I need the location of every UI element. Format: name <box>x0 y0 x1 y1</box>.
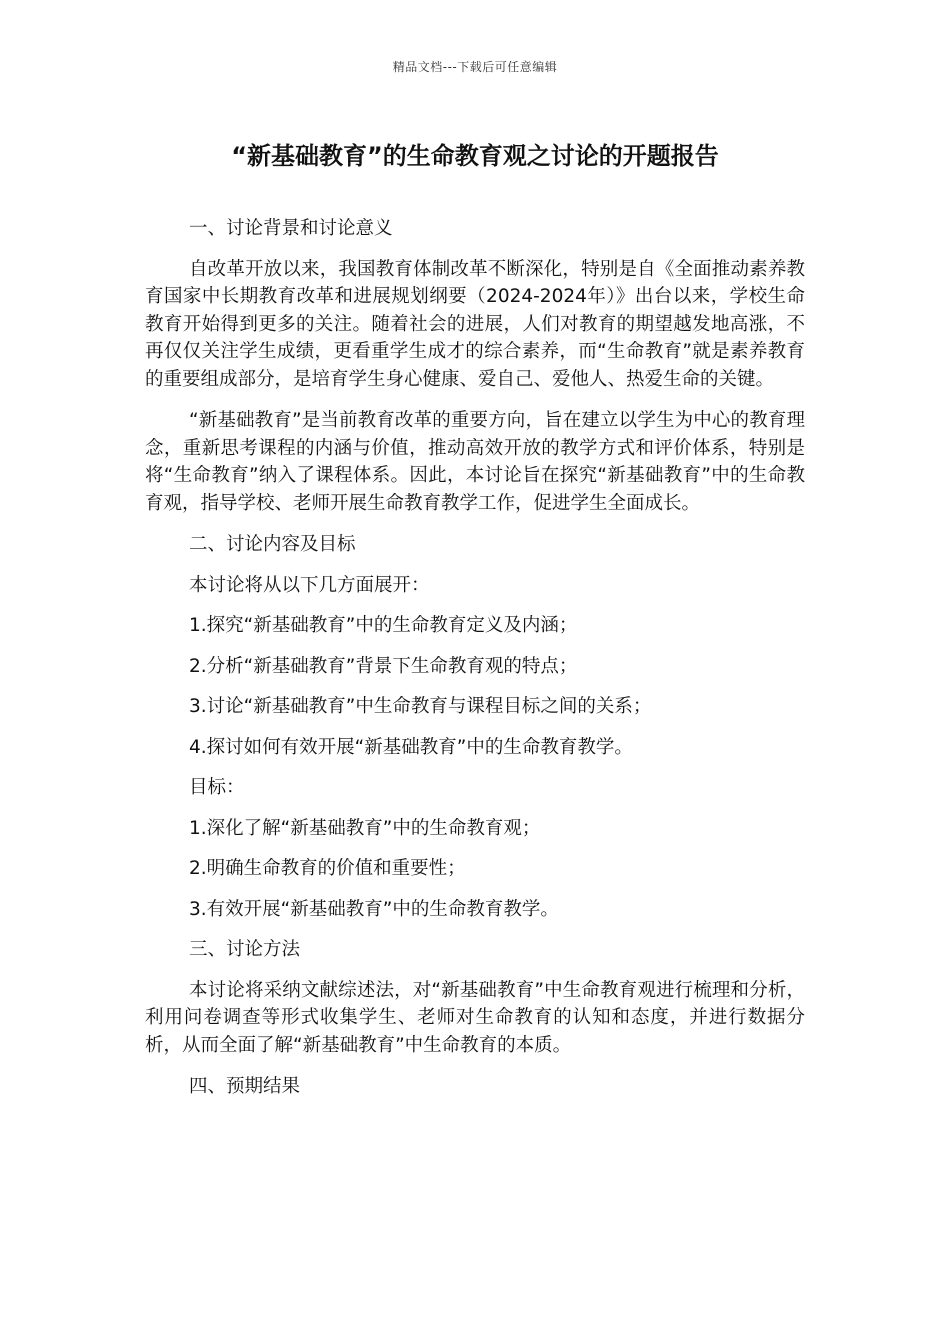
goal-item: 3.有效开展“新基础教育”中的生命教育教学。 <box>189 898 559 920</box>
section-heading-2: 二、讨论内容及目标 <box>189 534 356 555</box>
document-body <box>145 215 805 1114</box>
paragraph-significance: “新基础教育”是当前教育改革的重要方向，旨在建立以学生为中心的教育理念，重新思考课程的内涵与价值，推动高效开放的教学方式和评价体系，特别是将“生命教育”纳入了课程体系。因此，本讨论旨在探究“新基础教育”中的生命教育观，指导学校、老师开展生命教育教学工作，促进学生全面成长。 <box>145 410 805 514</box>
header-note: 精品文档---下载后可任意编辑 <box>392 60 558 74</box>
document-title: “新基础教育”的生命教育观之讨论的开题报告 <box>231 142 719 170</box>
content-item: 1.探究“新基础教育”中的生命教育定义及内涵； <box>189 615 578 636</box>
section-heading-4: 四、预期结果 <box>189 1076 301 1097</box>
paragraph-method: 本讨论将采纳文献综述法，对“新基础教育”中生命教育观进行梳理和分析，利用问卷调查等形式收集学生、老师对生命教育的认知和态度，并进行数据分析，从而全面了解“新基础教育”中生命教育的本质。 <box>145 979 805 1056</box>
content-item: 4.探讨如何有效开展“新基础教育”中的生命教育教学。 <box>189 736 633 758</box>
content-item: 3.讨论“新基础教育”中生命教育与课程目标之间的关系； <box>189 696 652 717</box>
content-item: 2.分析“新基础教育”背景下生命教育观的特点； <box>189 655 578 677</box>
goal-item: 1.深化了解“新基础教育”中的生命教育观； <box>189 817 541 839</box>
goal-label: 目标： <box>189 777 245 798</box>
content-intro: 本讨论将从以下几方面展开： <box>189 574 430 596</box>
goal-item: 2.明确生命教育的价值和重要性； <box>189 858 466 879</box>
section-heading-3: 三、讨论方法 <box>189 939 301 960</box>
paragraph-background: 自改革开放以来，我国教育体制改革不断深化，特别是自《全面推动素养教育国家中长期教育改革和进展规划纲要（2024-2024年）》出台以来，学校生命教育开始得到更多的关注。随着社会的进展，人们对教育的期望越发地高涨，不再仅仅关注学生成绩，更看重学生成才的综合素养，而“生命教育”就是素养教育的重要组成部分，是培育学生身心健康、爱自己、爱他人、热爱生命的关键。 <box>145 258 805 390</box>
section-heading-1: 一、讨论背景和讨论意义 <box>189 218 393 239</box>
